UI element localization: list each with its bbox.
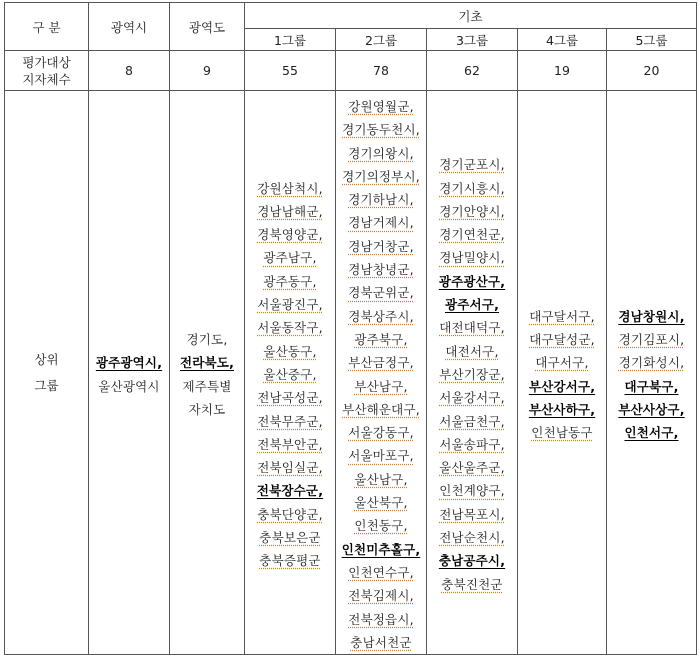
header-metro-city: 광역시: [89, 3, 170, 51]
municipality-name: 부산남구,: [354, 378, 408, 394]
municipality-item: [336, 398, 426, 421]
municipality-name: 광주광역시,: [95, 355, 163, 371]
municipality-item: [336, 142, 426, 165]
municipality-name: 강원영월군,: [348, 99, 414, 114]
municipality-name: 경남거창군,: [348, 238, 414, 254]
municipality-item: [89, 351, 169, 374]
municipality-item: [427, 433, 517, 456]
header-group2: 2그룹: [336, 29, 427, 51]
municipality-item: [336, 468, 426, 491]
municipality-item: [518, 305, 606, 328]
municipality-name: 인천계양구,: [439, 483, 505, 499]
municipality-item: [245, 549, 335, 572]
municipality-name: 부산해운대구,: [342, 401, 420, 417]
municipality-name: 경기하남시,: [348, 192, 414, 208]
municipality-name: 울산중구,: [263, 366, 317, 382]
list-group5: [607, 91, 697, 655]
municipality-item: [427, 316, 517, 339]
municipality-item: [427, 549, 517, 572]
municipality-name: 울산울주군,: [439, 460, 505, 476]
municipality-name: 경기시흥시,: [439, 180, 505, 196]
municipality-name: 경기화성시,: [618, 355, 685, 371]
municipality-item: [427, 456, 517, 479]
municipality-item: [336, 211, 426, 234]
municipality-item: [427, 479, 517, 502]
top-group-label: 상위 그룹: [5, 91, 89, 655]
municipality-name: 서울강동구,: [348, 425, 414, 441]
municipality-item: [427, 246, 517, 269]
municipality-name: 경남거제시,: [348, 215, 414, 231]
count-row-label: 평가대상 지자체수: [5, 51, 89, 91]
municipality-item: [336, 281, 426, 304]
municipality-name: 제주특별: [182, 378, 232, 394]
municipality-name: 경남창원시,: [618, 308, 685, 324]
top-group-row: [5, 91, 697, 655]
municipality-item: [427, 386, 517, 409]
municipality-item: [336, 95, 426, 118]
municipality-name: 전남순천시,: [439, 529, 505, 545]
municipality-name: 광주남구,: [263, 250, 317, 266]
municipality-name: 인천미추홀구,: [341, 541, 421, 557]
municipality-name: 경기도,: [186, 331, 228, 347]
municipality-name: 경기의정부시,: [342, 168, 420, 184]
count-group3: 62: [427, 51, 518, 91]
municipality-item: [245, 200, 335, 223]
municipality-item: [336, 538, 426, 561]
municipality-item: [336, 584, 426, 607]
municipality-item: [427, 270, 517, 293]
municipality-item: [336, 328, 426, 351]
municipality-item: [245, 363, 335, 386]
ranking-table: [4, 2, 697, 655]
count-row: [5, 51, 697, 91]
municipality-name: 광주광산구,: [438, 273, 506, 289]
municipality-item: [336, 514, 426, 537]
municipality-name: 경기김포시,: [618, 331, 685, 347]
count-metro-city: 8: [89, 51, 170, 91]
municipality-item: [245, 479, 335, 502]
list-group3: [427, 91, 518, 655]
municipality-name: 인천서구,: [624, 425, 679, 441]
count-province: 9: [170, 51, 245, 91]
municipality-name: 전북정읍시,: [348, 611, 414, 627]
municipality-name: 인천남동구: [531, 425, 593, 441]
municipality-name: 부산사하구,: [528, 401, 596, 417]
list-metro-city: [89, 91, 170, 655]
municipality-name: 광주북구,: [354, 331, 408, 347]
municipality-name: 전북김제시,: [348, 588, 414, 604]
municipality-name: 전북장수군,: [256, 483, 324, 499]
list-group1: [245, 91, 336, 655]
municipality-item: [245, 316, 335, 339]
municipality-name: 광주서구,: [444, 297, 500, 313]
header-basic: 기초: [245, 3, 697, 29]
municipality-item: [245, 433, 335, 456]
municipality-item: [336, 305, 426, 328]
municipality-name: 충북단양군,: [257, 506, 323, 522]
header-group3: 3그룹: [427, 29, 518, 51]
municipality-item: [607, 351, 696, 374]
municipality-name: 경기의왕시,: [348, 145, 414, 161]
municipality-name: 충북진천군: [441, 576, 503, 592]
municipality-item: [518, 421, 606, 444]
municipality-name: 부산사상구,: [618, 401, 685, 417]
municipality-name: 경남창녕군,: [348, 262, 414, 278]
municipality-item: [336, 631, 426, 654]
count-group1: 55: [245, 51, 336, 91]
municipality-item: [607, 398, 696, 421]
municipality-name: 인천연수구,: [348, 564, 414, 580]
municipality-name: 서울강서구,: [439, 390, 505, 406]
municipality-name: 경기동두천시,: [342, 122, 420, 138]
municipality-name: 자치도: [188, 401, 226, 417]
municipality-name: 충북증평군: [259, 553, 321, 569]
municipality-name: 경기군포시,: [439, 157, 505, 173]
municipality-item: [170, 328, 244, 351]
municipality-item: [170, 351, 244, 374]
count-group4: 19: [518, 51, 607, 91]
municipality-item: [245, 246, 335, 269]
municipality-item: [427, 340, 517, 363]
municipality-item: [336, 235, 426, 258]
municipality-name: 전라북도,: [179, 355, 235, 371]
header-group1: 1그룹: [245, 29, 336, 51]
municipality-name: 서울마포구,: [348, 448, 414, 464]
municipality-name: 대구서구,: [535, 355, 589, 371]
municipality-item: [427, 153, 517, 176]
municipality-item: [427, 503, 517, 526]
municipality-name: 광주동구,: [263, 273, 317, 289]
municipality-item: [336, 375, 426, 398]
municipality-item: [518, 328, 606, 351]
municipality-item: [518, 398, 606, 421]
municipality-name: 울산남구,: [354, 471, 408, 487]
municipality-item: [245, 223, 335, 246]
municipality-name: 충남공주시,: [438, 553, 506, 569]
municipality-item: [336, 258, 426, 281]
municipality-item: [518, 375, 606, 398]
municipality-item: [607, 305, 696, 328]
municipality-item: [336, 351, 426, 374]
municipality-item: [427, 177, 517, 200]
municipality-name: 울산북구,: [354, 495, 408, 511]
municipality-item: [607, 375, 696, 398]
count-group2: 78: [336, 51, 427, 91]
municipality-name: 울산동구,: [263, 343, 317, 359]
municipality-name: 전남곡성군,: [257, 390, 323, 406]
municipality-item: [607, 328, 696, 351]
municipality-item: [245, 293, 335, 316]
municipality-item: [245, 410, 335, 433]
municipality-name: 경남남해군,: [257, 203, 323, 219]
municipality-name: 부산강서구,: [528, 378, 596, 394]
municipality-name: 서울광진구,: [257, 297, 323, 313]
municipality-item: [336, 421, 426, 444]
count-group5: 20: [607, 51, 697, 91]
municipality-item: [245, 386, 335, 409]
municipality-item: [427, 363, 517, 386]
municipality-name: 경북영양군,: [257, 227, 323, 243]
municipality-item: [336, 165, 426, 188]
municipality-item: [245, 503, 335, 526]
municipality-item: [518, 351, 606, 374]
municipality-item: [427, 526, 517, 549]
municipality-name: 경기연천군,: [439, 227, 505, 243]
list-group4: [518, 91, 607, 655]
municipality-item: [245, 177, 335, 200]
municipality-name: 대전대덕구,: [439, 320, 505, 336]
municipality-item: [336, 608, 426, 631]
municipality-name: 경남밀양시,: [439, 250, 505, 266]
municipality-name: 대구달성군,: [529, 331, 595, 347]
municipality-name: 서울금천구,: [439, 413, 505, 429]
municipality-item: [245, 456, 335, 479]
list-province: [170, 91, 245, 655]
municipality-name: 전북부안군,: [257, 436, 323, 452]
municipality-name: 전남목포시,: [439, 506, 505, 522]
municipality-item: [170, 375, 244, 398]
municipality-item: [427, 410, 517, 433]
municipality-item: [336, 561, 426, 584]
municipality-item: [607, 421, 696, 444]
list-group2: [336, 91, 427, 655]
municipality-item: [427, 573, 517, 596]
municipality-item: [427, 200, 517, 223]
municipality-name: 전북임실군,: [257, 460, 323, 476]
municipality-name: 충북보은군: [259, 529, 321, 545]
municipality-name: 대구달서구,: [529, 308, 595, 324]
municipality-name: 전북무주군,: [257, 413, 323, 429]
municipality-item: [336, 118, 426, 141]
municipality-name: 서울동작구,: [257, 320, 323, 336]
municipality-item: [170, 398, 244, 421]
municipality-item: [336, 444, 426, 467]
municipality-name: 대전서구,: [445, 343, 499, 359]
municipality-item: [245, 340, 335, 363]
municipality-item: [336, 188, 426, 211]
municipality-name: 경북군위군,: [348, 285, 414, 301]
municipality-name: 대구북구,: [624, 378, 679, 394]
municipality-item: [245, 526, 335, 549]
header-group4: 4그룹: [518, 29, 607, 51]
municipality-name: 충남서천군: [350, 634, 412, 650]
municipality-name: 경기안양시,: [439, 203, 505, 219]
municipality-item: [89, 375, 169, 398]
municipality-name: 경북상주시,: [348, 308, 414, 324]
municipality-item: [245, 270, 335, 293]
header-category: 구 분: [5, 3, 89, 51]
header-group5: 5그룹: [607, 29, 697, 51]
municipality-name: 부산기장군,: [439, 366, 505, 382]
header-province: 광역도: [170, 3, 245, 51]
municipality-item: [427, 223, 517, 246]
municipality-name: 강원삼척시,: [257, 180, 323, 196]
municipality-name: 인천동구,: [354, 518, 408, 534]
municipality-name: 서울송파구,: [439, 436, 505, 452]
municipality-item: [427, 293, 517, 316]
municipality-name: 부산금정구,: [348, 355, 414, 371]
municipality-name: 울산광역시: [98, 378, 160, 394]
municipality-item: [336, 491, 426, 514]
